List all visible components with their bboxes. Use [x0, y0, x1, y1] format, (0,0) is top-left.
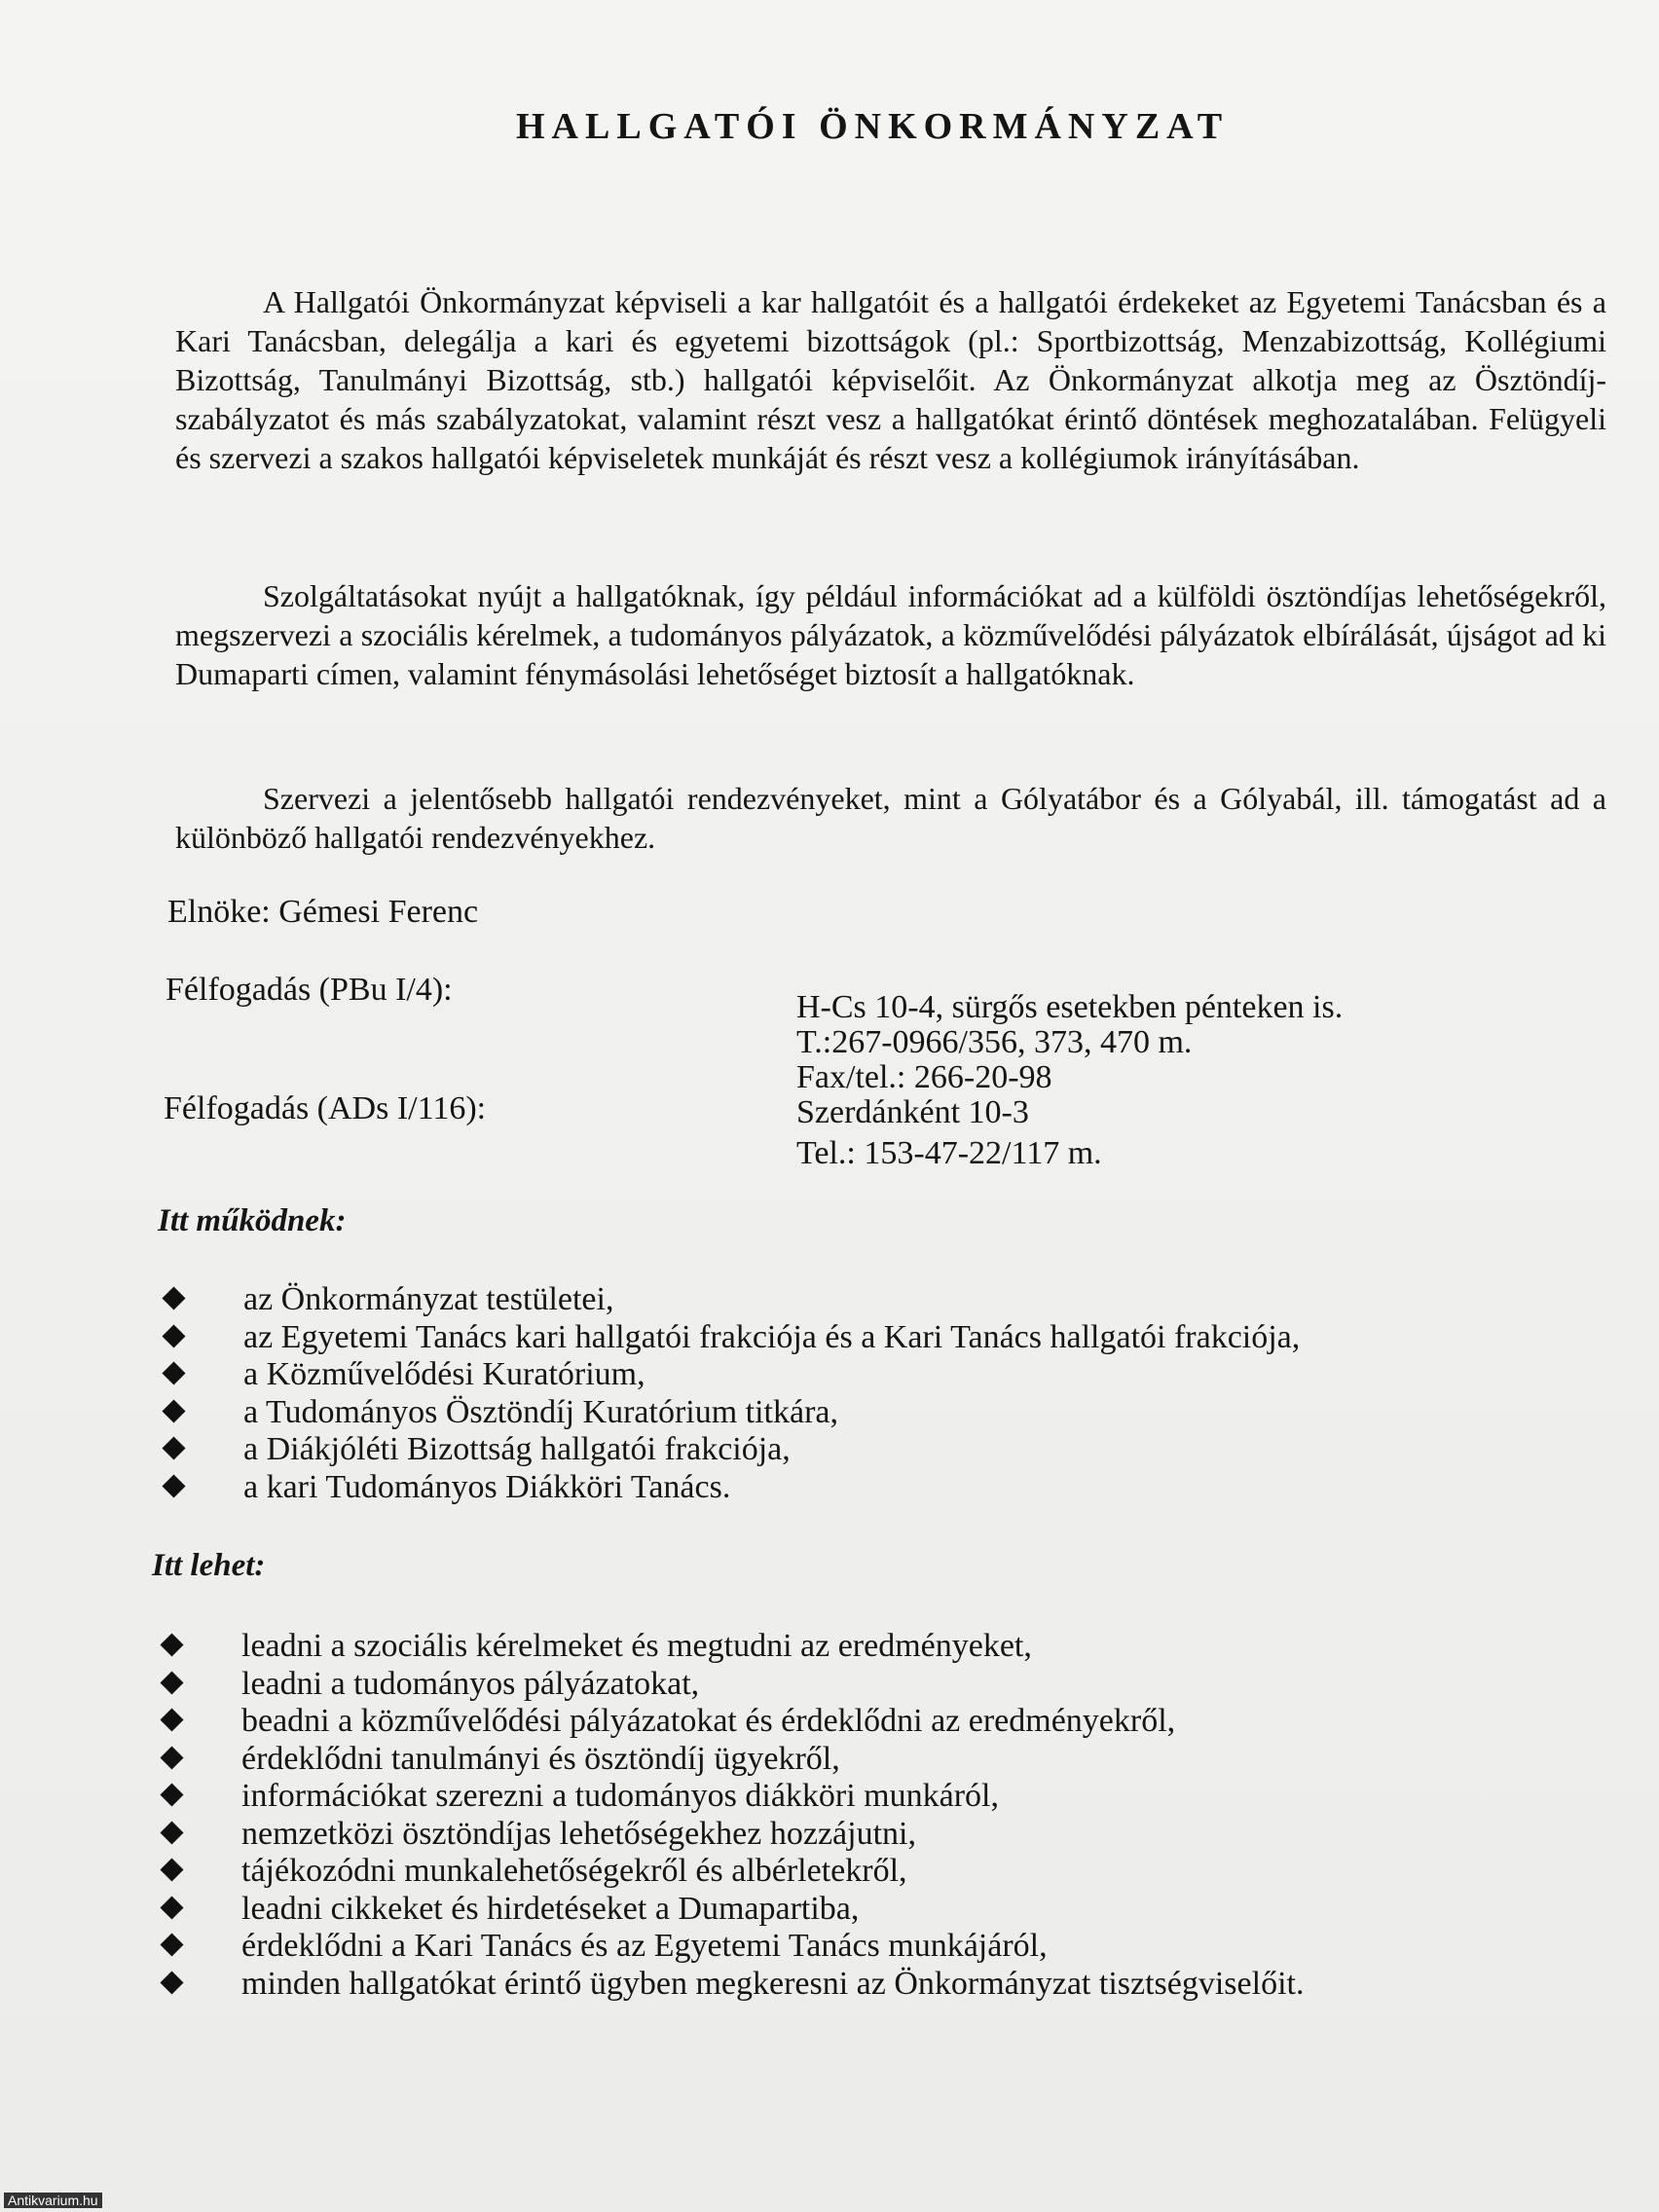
list-item: a kari Tudományos Diákköri Tanács.: [166, 1469, 1300, 1507]
office-hours-2-line: Szerdánként 10-3: [796, 1094, 1029, 1130]
office-hours-1-label: Félfogadás (PBu I/4):: [166, 972, 453, 1008]
paragraph-representation: A Hallgatói Önkormányzat képviseli a kar hallgatóit és a hallgatói érdekeket az Egyetemi Tanácsban és a Kari Tanácsban, delegálja a kari és egyetemi bizottságok (pl.: Sportbizottság, Menzabizottság, Kollégiumi Bizottság, Tanulmányi Bizottság, stb.) hallgatói képviselőit. Az Önkormányzat alkotja meg az Ösztöndíj-szabályzatot és más szabályzatokat, valamint részt vesz a hallgatókat érintő döntések meghozatalában. Felügyeli és szervezi a szakos hallgatói képviseletek munkáját és részt vesz a kollégiumok irányításában.: [175, 284, 1606, 475]
diamond-bullet-icon: [160, 1671, 183, 1694]
operating-list: [166, 1281, 1300, 1506]
diamond-bullet-icon: [160, 1821, 183, 1844]
chair-line: Elnöke: Gémesi Ferenc: [167, 894, 479, 930]
list-item: a Közművelődési Kuratórium,: [166, 1356, 1300, 1394]
diamond-bullet-icon: [160, 1783, 183, 1806]
diamond-bullet-icon: [160, 1896, 183, 1919]
office-hours-1-phone: T.:267-0966/356, 373, 470 m.: [796, 1024, 1193, 1060]
office-hours-1-line: H-Cs 10-4, sürgős esetekben pénteken is.: [796, 989, 1344, 1025]
diamond-bullet-icon: [160, 1708, 183, 1731]
paragraph-services: Szolgáltatásokat nyújt a hallgatóknak, így például információkat ad a külföldi ösztöndíjas lehetőségekről, megszervezi a szociális kérelmek, a tudományos pályázatok, a közművelődési pályázatok elbírálását, újságot ad ki Dumaparti címen, valamint fénymásolási lehetőséget biztosít a hallgatóknak.: [175, 578, 1606, 691]
possible-heading: Itt lehet:: [152, 1548, 266, 1583]
diamond-bullet-icon: [160, 1746, 183, 1769]
list-item: leadni cikkeket és hirdetéseket a Dumapartiba,: [164, 1891, 1304, 1929]
list-item: érdeklődni a Kari Tanács és az Egyetemi Tanács munkájáról,: [164, 1928, 1304, 1966]
list-item: nemzetközi ösztöndíjas lehetőségekhez hozzájutni,: [164, 1816, 1304, 1854]
list-item: leadni a tudományos pályázatokat,: [164, 1666, 1304, 1704]
list-item: az Egyetemi Tanács kari hallgatói frakciója és a Kari Tanács hallgatói frakciója,: [166, 1319, 1300, 1357]
list-item: minden hallgatókat érintő ügyben megkeresni az Önkormányzat tisztségviselőit.: [164, 1966, 1304, 2004]
list-item: a Tudományos Ösztöndíj Kuratórium titkára,: [166, 1394, 1300, 1432]
paragraph-events: Szervezi a jelentősebb hallgatói rendezvényeket, mint a Gólyatábor és a Gólyabál, ill. támogatást ad a különböző hallgatói rendezvényekhez.: [175, 781, 1606, 855]
diamond-bullet-icon: [162, 1436, 185, 1459]
office-hours-1-fax: Fax/tel.: 266-20-98: [796, 1059, 1052, 1095]
list-item: leadni a szociális kérelmeket és megtudni az eredményeket,: [164, 1628, 1304, 1666]
diamond-bullet-icon: [162, 1474, 185, 1497]
diamond-bullet-icon: [162, 1286, 185, 1309]
list-item: tájékozódni munkalehetőségekről és albérletekről,: [164, 1853, 1304, 1891]
diamond-bullet-icon: [160, 1933, 183, 1956]
office-hours-2-label: Félfogadás (ADs I/116):: [164, 1090, 487, 1126]
list-item: az Önkormányzat testületei,: [166, 1281, 1300, 1319]
possible-list: [164, 1628, 1304, 2003]
diamond-bullet-icon: [160, 1633, 183, 1656]
operating-heading: Itt működnek:: [158, 1203, 347, 1238]
watermark-label: Antikvarium.hu: [4, 2193, 102, 2208]
diamond-bullet-icon: [162, 1361, 185, 1384]
list-item: beadni a közművelődési pályázatokat és érdeklődni az eredményekről,: [164, 1703, 1304, 1741]
diamond-bullet-icon: [160, 1858, 183, 1881]
list-item: érdeklődni tanulmányi és ösztöndíj ügyekről,: [164, 1741, 1304, 1779]
diamond-bullet-icon: [160, 1971, 183, 1994]
diamond-bullet-icon: [162, 1324, 185, 1347]
list-item: a Diákjóléti Bizottság hallgatói frakciója,: [166, 1431, 1300, 1469]
office-hours-2-phone: Tel.: 153-47-22/117 m.: [796, 1135, 1102, 1171]
diamond-bullet-icon: [162, 1399, 185, 1422]
page-title: HALLGATÓI ÖNKORMÁNYZAT: [516, 106, 1230, 147]
list-item: információkat szerezni a tudományos diákköri munkáról,: [164, 1778, 1304, 1816]
